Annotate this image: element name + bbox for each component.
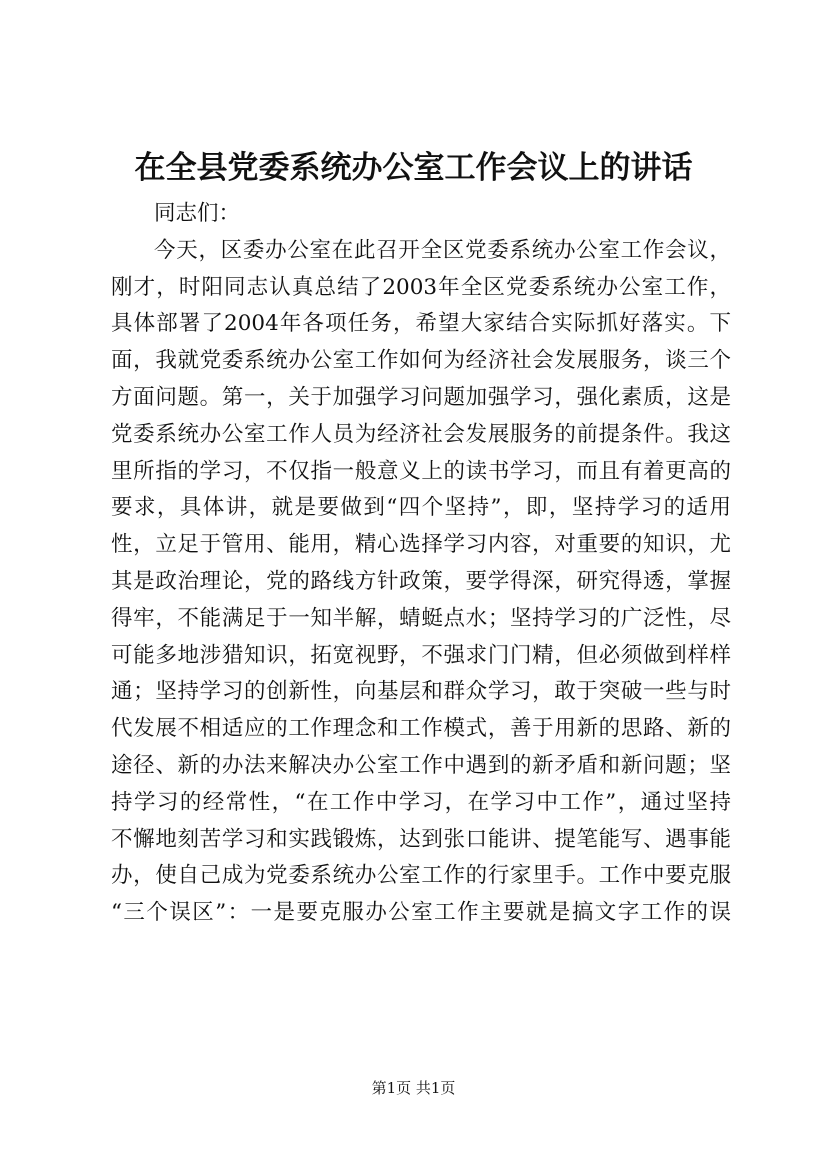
body-line: 不懈地刻苦学习和实践锻炼，达到张口能讲、提笔能写、遇事能 xyxy=(111,826,731,852)
document-body xyxy=(111,196,731,932)
body-line: 途径、新的办法来解决办公室工作中遇到的新矛盾和新问题；坚 xyxy=(111,752,731,778)
body-line: 得牢，不能满足于一知半解，蜻蜓点水；坚持学习的广泛性，尽 xyxy=(111,605,731,631)
body-line: 其是政治理论，党的路线方针政策，要学得深，研究得透，掌握 xyxy=(111,568,731,594)
body-line: 面，我就党委系统办公室工作如何为经济社会发展服务，谈三个 xyxy=(111,348,731,374)
body-line: “三个误区”：一是要克服办公室工作主要就是搞文字工作的误 xyxy=(111,900,731,926)
body-line: 具体部署了2004年各项任务，希望大家结合实际抓好落实。下 xyxy=(111,311,731,337)
salutation-line: 同志们： xyxy=(154,201,241,226)
body-line: 持学习的经常性，“在工作中学习，在学习中工作”，通过坚持 xyxy=(111,789,731,815)
body-line: 里所指的学习，不仅指一般意义上的读书学习，而且有着更高的 xyxy=(111,458,731,484)
body-line: 办，使自己成为党委系统办公室工作的行家里手。工作中要克服 xyxy=(111,863,731,889)
body-line: 刚才，时阳同志认真总结了2003年全区党委系统办公室工作， xyxy=(111,274,731,300)
body-line: 今天，区委办公室在此召开全区党委系统办公室工作会议， xyxy=(154,237,731,263)
body-line: 方面问题。第一，关于加强学习问题加强学习，强化素质，这是 xyxy=(111,384,731,410)
body-line: 通；坚持学习的创新性，向基层和群众学习，敢于突破一些与时 xyxy=(111,679,731,705)
document-title: 在全县党委系统办公室工作会议上的讲话 xyxy=(134,150,693,186)
body-line: 代发展不相适应的工作理念和工作模式，善于用新的思路、新的 xyxy=(111,716,731,742)
body-line: 党委系统办公室工作人员为经济社会发展服务的前提条件。我这 xyxy=(111,421,731,447)
body-line: 性，立足于管用、能用，精心选择学习内容，对重要的知识，尤 xyxy=(111,532,731,558)
body-line: 要求，具体讲，就是要做到“四个坚持”，即，坚持学习的适用 xyxy=(111,495,731,521)
body-line: 可能多地涉猎知识，拓宽视野，不强求门门精，但必须做到样样 xyxy=(111,642,731,668)
page-number-footer: 第1页 共1页 xyxy=(371,1079,456,1097)
